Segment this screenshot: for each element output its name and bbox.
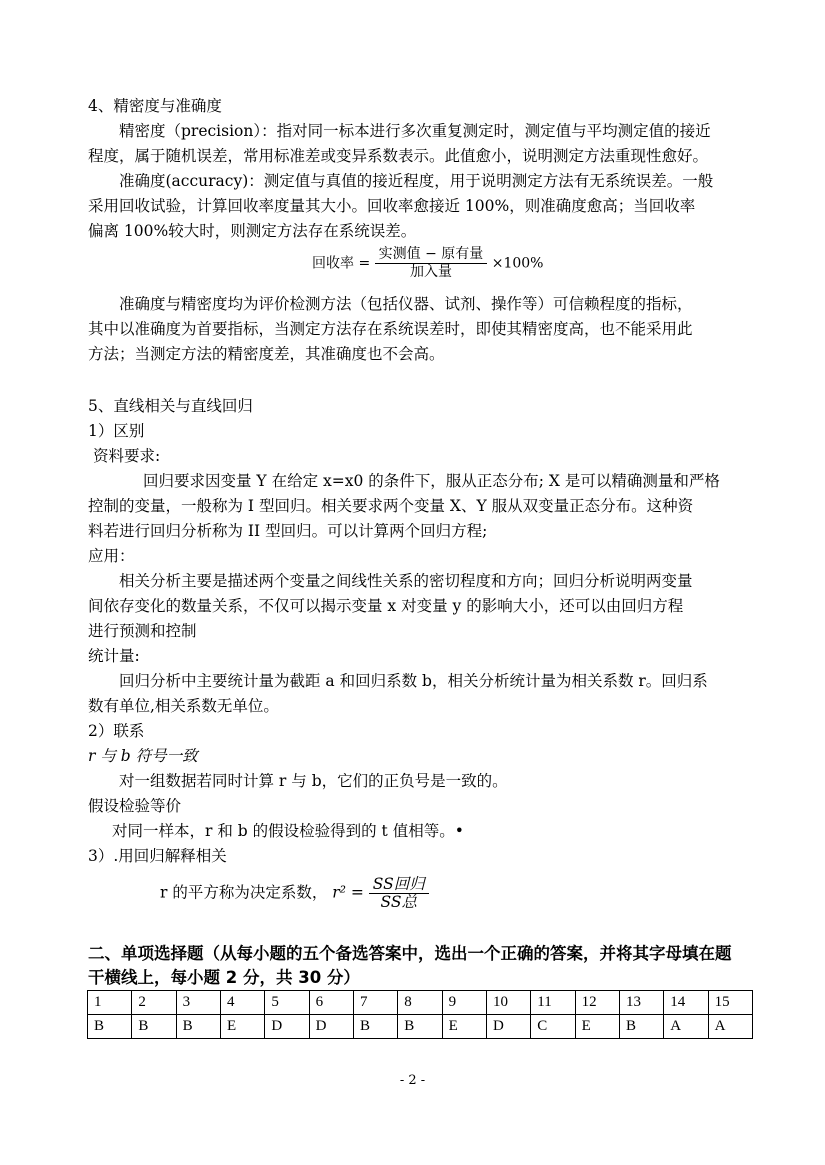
precision-line-1: 精密度（precision）：指对同一标本进行多次重复测定时，测定值与平均测定值的接近 xyxy=(119,122,711,140)
summary-line-3: 方法；当测定方法的精密度差，其准确度也不会高。 xyxy=(88,345,445,363)
answer-letter: D xyxy=(309,1015,353,1039)
r2-denominator: SS总 xyxy=(380,893,417,911)
formula-lhs: 回收率 = xyxy=(312,255,371,272)
answer-letter: B xyxy=(176,1015,220,1039)
answer-letter: E xyxy=(220,1015,264,1039)
question-number: 6 xyxy=(309,991,353,1015)
stat-label: 统计量: xyxy=(88,647,140,665)
answer-letter: D xyxy=(265,1015,309,1039)
answer-letter: B xyxy=(398,1015,442,1039)
sign-text: 对一组数据若同时计算 r 与 b，它们的正负号是一致的。 xyxy=(119,772,508,790)
section4-heading: 4、精密度与准确度 xyxy=(88,97,222,115)
diff-title: 1）区别 xyxy=(88,422,145,440)
question-number: 9 xyxy=(442,991,486,1015)
page-number: - 2 - xyxy=(399,1073,426,1088)
application-line-2: 间依存变化的数量关系，不仅可以揭示变量 x 对变量 y 的影响大小，还可以由回归方程 xyxy=(88,597,684,615)
data-req-line-3: 料若进行回归分析称为 II 型回归。可以计算两个回归方程; xyxy=(88,522,488,540)
data-req-line-2: 控制的变量，一般称为 I 型回归。相关要求两个变量 X、Y 服从双变量正态分布。这种资 xyxy=(88,497,694,515)
question-number: 1 xyxy=(88,991,132,1015)
formula-numerator: 实测值 − 原有量 xyxy=(375,246,488,264)
r2-numerator: SS回归 xyxy=(369,876,429,894)
answer-letter: A xyxy=(664,1015,708,1039)
answer-table-answer-row xyxy=(88,1015,753,1039)
question-number: 14 xyxy=(664,991,708,1015)
question-number: 12 xyxy=(575,991,619,1015)
sign-title: r 与 b 符号一致 xyxy=(88,747,198,765)
question-number: 11 xyxy=(531,991,575,1015)
recovery-formula xyxy=(312,246,544,281)
explain-title: 3）.用回归解释相关 xyxy=(88,847,227,865)
question-number: 3 xyxy=(176,991,220,1015)
formula-rhs: ×100% xyxy=(491,255,544,272)
part2-heading-line-2: 干横线上，每小题 2 分，共 30 分） xyxy=(88,968,360,987)
answer-letter: B xyxy=(353,1015,397,1039)
question-number: 4 xyxy=(220,991,264,1015)
r2-formula xyxy=(160,876,429,911)
summary-line-1: 准确度与精密度均为评价检测方法（包括仪器、试剂、操作等）可信赖程度的指标， xyxy=(119,295,693,313)
answer-table-number-row xyxy=(88,991,753,1015)
application-line-1: 相关分析主要是描述两个变量之间线性关系的密切程度和方向；回归分析说明两变量 xyxy=(119,572,693,590)
question-number: 5 xyxy=(265,991,309,1015)
question-number: 8 xyxy=(398,991,442,1015)
stat-line-2: 数有单位,相关系数无单位。 xyxy=(88,697,279,715)
application-line-3: 进行预测和控制 xyxy=(88,622,197,640)
test-text: 对同一样本，r 和 b 的假设检验得到的 t 值相等。• xyxy=(112,822,464,840)
data-req-line-1: 回归要求因变量 Y 在给定 x=x0 的条件下，服从正态分布; X 是可以精确测量和严格 xyxy=(143,472,720,490)
answer-letter: B xyxy=(88,1015,132,1039)
answer-letter: E xyxy=(575,1015,619,1039)
stat-line-1: 回归分析中主要统计量为截距 a 和回归系数 b，相关分析统计量为相关系数 r。回归系 xyxy=(119,672,708,690)
answer-letter: B xyxy=(132,1015,176,1039)
r2-prefix: r 的平方称为决定系数， xyxy=(160,883,328,902)
formula-fraction xyxy=(375,246,488,281)
application-label: 应用： xyxy=(88,547,135,565)
accuracy-line-2: 采用回收试验，计算回收率度量其大小。回收率愈接近 100%，则准确度愈高；当回收率 xyxy=(88,197,696,215)
summary-line-2: 其中以准确度为首要指标，当测定方法存在系统误差时，即使其精密度高，也不能采用此 xyxy=(88,320,693,338)
r2-lhs: r² = xyxy=(332,883,364,902)
answer-letter: C xyxy=(531,1015,575,1039)
test-title: 假设检验等价 xyxy=(88,797,182,815)
link-title: 2）联系 xyxy=(88,722,145,740)
precision-line-2: 程度，属于随机误差，常用标准差或变异系数表示。此值愈小，说明测定方法重现性愈好。 xyxy=(88,147,709,165)
accuracy-line-1: 准确度(accuracy)：测定值与真值的接近程度，用于说明测定方法有无系统误差。一般 xyxy=(119,172,714,190)
answer-letter: E xyxy=(442,1015,486,1039)
accuracy-line-3: 偏离 100%较大时，则测定方法存在系统误差。 xyxy=(88,222,417,240)
answer-letter: B xyxy=(619,1015,663,1039)
answer-letter: A xyxy=(708,1015,752,1039)
data-req-label: 资料要求: xyxy=(93,447,161,465)
r2-fraction xyxy=(369,876,429,911)
question-number: 7 xyxy=(353,991,397,1015)
answer-letter: D xyxy=(486,1015,530,1039)
part2-heading-line-1: 二、单项选择题（从每小题的五个备选答案中，选出一个正确的答案，并将其字母填在题 xyxy=(88,944,732,963)
question-number: 13 xyxy=(619,991,663,1015)
formula-denominator: 加入量 xyxy=(409,264,452,280)
answer-table xyxy=(87,990,753,1039)
question-number: 10 xyxy=(486,991,530,1015)
question-number: 2 xyxy=(132,991,176,1015)
section5-heading: 5、直线相关与直线回归 xyxy=(88,397,253,415)
question-number: 15 xyxy=(708,991,752,1015)
